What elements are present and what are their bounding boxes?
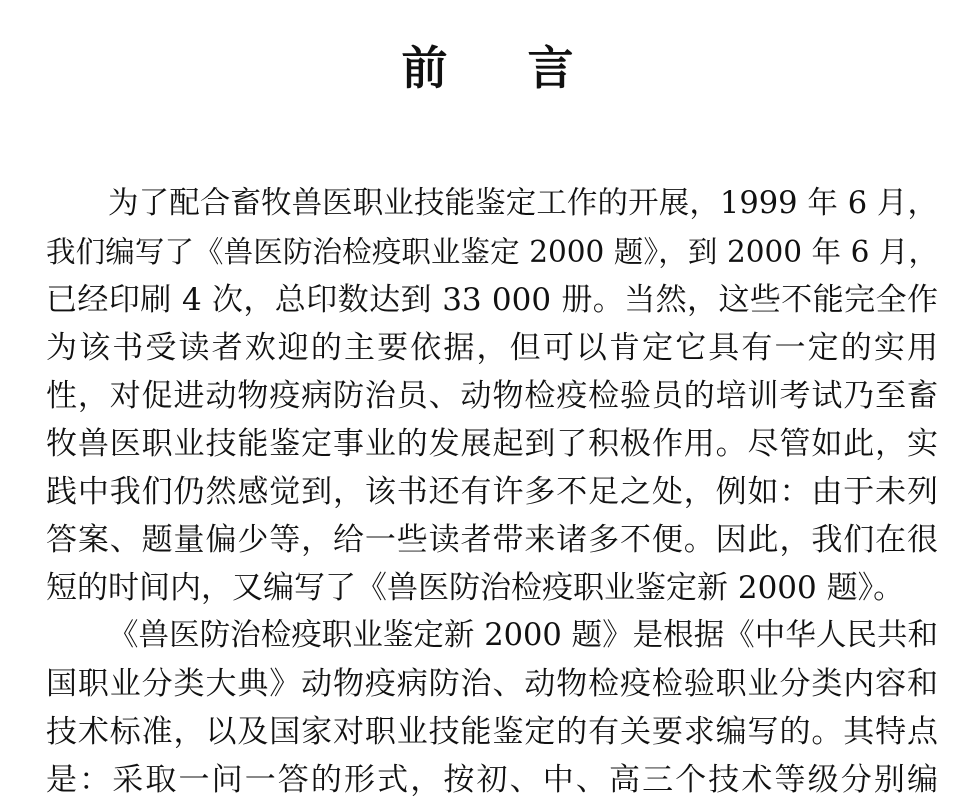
paragraph-line: 是：采取一问一答的形式，按初、中、高三个技术等级分别编 — [46, 762, 938, 798]
paragraph-line: 践中我们仍然感觉到，该书还有许多不足之处，例如：由于未列 — [46, 474, 938, 510]
paragraph-line: 我们编写了《兽医防治检疫职业鉴定 2000 题》，到 2000 年 6 月， — [46, 235, 938, 269]
paragraph-line: 牧兽医职业技能鉴定事业的发展起到了积极作用。尽管如此，实 — [46, 426, 938, 462]
paragraph-line: 技术标准，以及国家对职业技能鉴定的有关要求编写的。其特点 — [46, 714, 938, 750]
paragraph-line: 为了配合畜牧兽医职业技能鉴定工作的开展，1999 年 6 月， — [108, 186, 938, 221]
page-title-char-2: 言 — [527, 41, 574, 95]
page-title-char-1: 前 — [401, 41, 448, 95]
paragraph-line: 《兽医防治检疫职业鉴定新 2000 题》是根据《中华人民共和 — [108, 618, 938, 653]
page-title — [0, 38, 975, 98]
paragraph-line: 答案、题量偏少等，给一些读者带来诸多不便。因此，我们在很 — [46, 522, 938, 558]
paragraph-line: 国职业分类大典》动物疫病防治、动物检疫检验职业分类内容和 — [46, 666, 938, 702]
paragraph-line: 已经印刷 4 次，总印数达到 33 000 册。当然，这些不能完全作 — [46, 282, 938, 318]
paragraph-line: 为该书受读者欢迎的主要依据，但可以肯定它具有一定的实用 — [46, 330, 938, 366]
body-text — [46, 180, 938, 804]
paragraph-line: 性，对促进动物疫病防治员、动物检疫检验员的培训考试乃至畜 — [46, 378, 938, 414]
paragraph-line: 短的时间内，又编写了《兽医防治检疫职业鉴定新 2000 题》。 — [46, 570, 905, 606]
